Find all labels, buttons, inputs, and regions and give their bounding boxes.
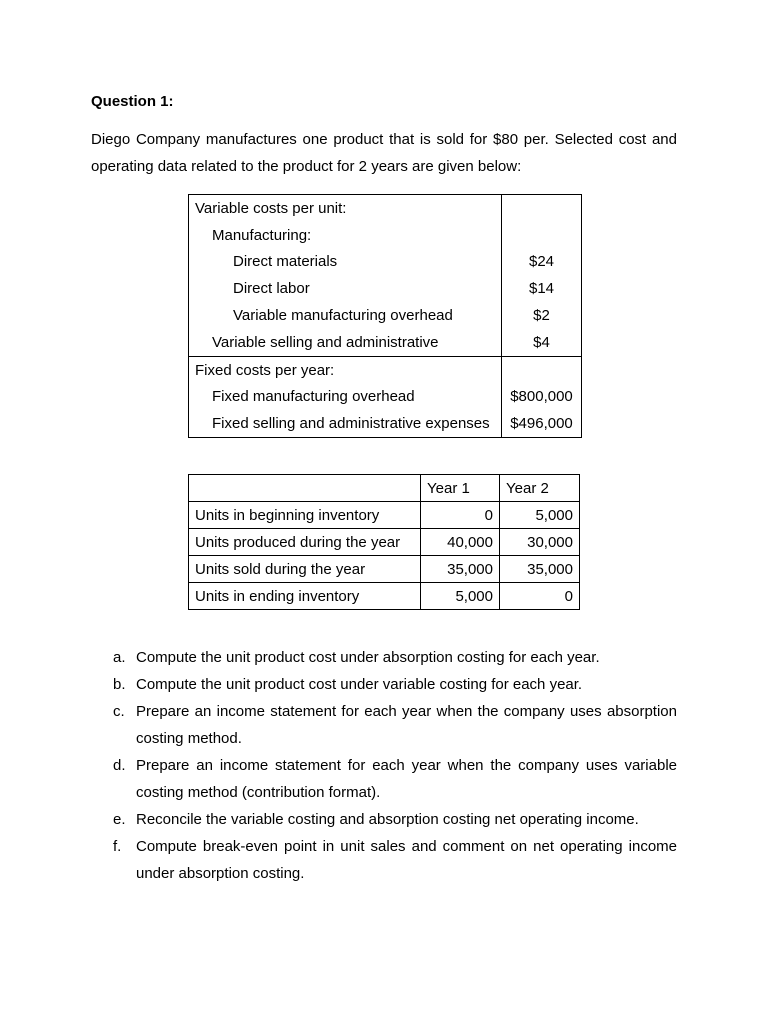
question-item — [91, 752, 677, 806]
question-heading: Question 1: — [91, 93, 174, 110]
cost-row — [189, 302, 581, 329]
cost-value: $2 — [501, 302, 581, 329]
question-marker: a. — [113, 649, 126, 666]
cost-row — [189, 410, 581, 437]
cost-label: Manufacturing: — [212, 226, 312, 244]
units-cell-year2: 35,000 — [500, 556, 580, 583]
question-item — [91, 644, 677, 671]
cost-row — [189, 195, 581, 222]
question-text: Prepare an income statement for each year when the company uses variable costing method (contribution format). — [136, 757, 677, 801]
intro-paragraph: Diego Company manufactures one product that is sold for $80 per. Selected cost and operating data related to the product for 2 years are given below: — [91, 131, 677, 175]
question-list — [91, 644, 677, 887]
cost-value — [501, 222, 581, 249]
question-item — [91, 806, 677, 833]
cost-label: Direct labor — [233, 280, 310, 298]
cost-value: $14 — [501, 275, 581, 302]
question-item — [91, 671, 677, 698]
cost-row — [189, 384, 581, 411]
units-row-label: Units in ending inventory — [189, 583, 421, 610]
units-row-label: Units in beginning inventory — [189, 502, 421, 529]
units-table-row — [189, 583, 580, 610]
cost-label: Variable costs per unit: — [195, 199, 347, 217]
units-cell-year2: 5,000 — [500, 502, 580, 529]
cost-value: $496,000 — [501, 410, 581, 437]
cost-value — [501, 357, 581, 384]
question-text: Compute break-even point in unit sales and comment on net operating income under absorption costing. — [136, 838, 677, 882]
units-cell-year2: 30,000 — [500, 529, 580, 556]
question-text: Reconcile the variable costing and absorption costing net operating income. — [136, 811, 639, 828]
units-row-label: Units sold during the year — [189, 556, 421, 583]
question-item — [91, 698, 677, 752]
units-cell-year1: 40,000 — [421, 529, 500, 556]
cost-label: Direct materials — [233, 253, 338, 271]
question-marker: e. — [113, 811, 126, 828]
units-cell-year1: 0 — [421, 502, 500, 529]
question-text: Prepare an income statement for each year when the company uses absorption costing method. — [136, 703, 677, 747]
cost-label: Variable manufacturing overhead — [233, 307, 453, 325]
cost-row — [189, 329, 581, 356]
question-marker: f. — [113, 838, 122, 855]
cost-value — [501, 195, 581, 222]
cost-section — [189, 195, 581, 356]
cost-data-table — [188, 194, 582, 438]
units-inventory-table — [188, 474, 580, 610]
units-table-row — [189, 502, 580, 529]
cost-label: Fixed costs per year: — [195, 361, 335, 379]
units-table-row — [189, 556, 580, 583]
cost-row — [189, 222, 581, 249]
units-header-blank — [189, 475, 421, 502]
cost-row — [189, 249, 581, 276]
cost-row — [189, 275, 581, 302]
question-marker: d. — [113, 757, 126, 774]
units-cell-year1: 35,000 — [421, 556, 500, 583]
cost-value: $4 — [501, 329, 581, 356]
cost-section — [189, 356, 581, 437]
cost-row — [189, 357, 581, 384]
question-marker: b. — [113, 676, 126, 693]
units-cell-year1: 5,000 — [421, 583, 500, 610]
cost-label: Fixed manufacturing overhead — [212, 388, 415, 406]
units-header-year1: Year 1 — [421, 475, 500, 502]
units-table-header-row — [189, 475, 580, 502]
cost-value: $24 — [501, 249, 581, 276]
question-text: Compute the unit product cost under variable costing for each year. — [136, 676, 583, 693]
units-cell-year2: 0 — [500, 583, 580, 610]
cost-label: Fixed selling and administrative expenses — [212, 415, 490, 433]
question-item — [91, 833, 677, 887]
question-marker: c. — [113, 703, 125, 720]
units-header-year2: Year 2 — [500, 475, 580, 502]
cost-value: $800,000 — [501, 384, 581, 411]
cost-label: Variable selling and administrative — [212, 333, 439, 351]
question-text: Compute the unit product cost under absorption costing for each year. — [136, 649, 600, 666]
units-table-row — [189, 529, 580, 556]
units-row-label: Units produced during the year — [189, 529, 421, 556]
